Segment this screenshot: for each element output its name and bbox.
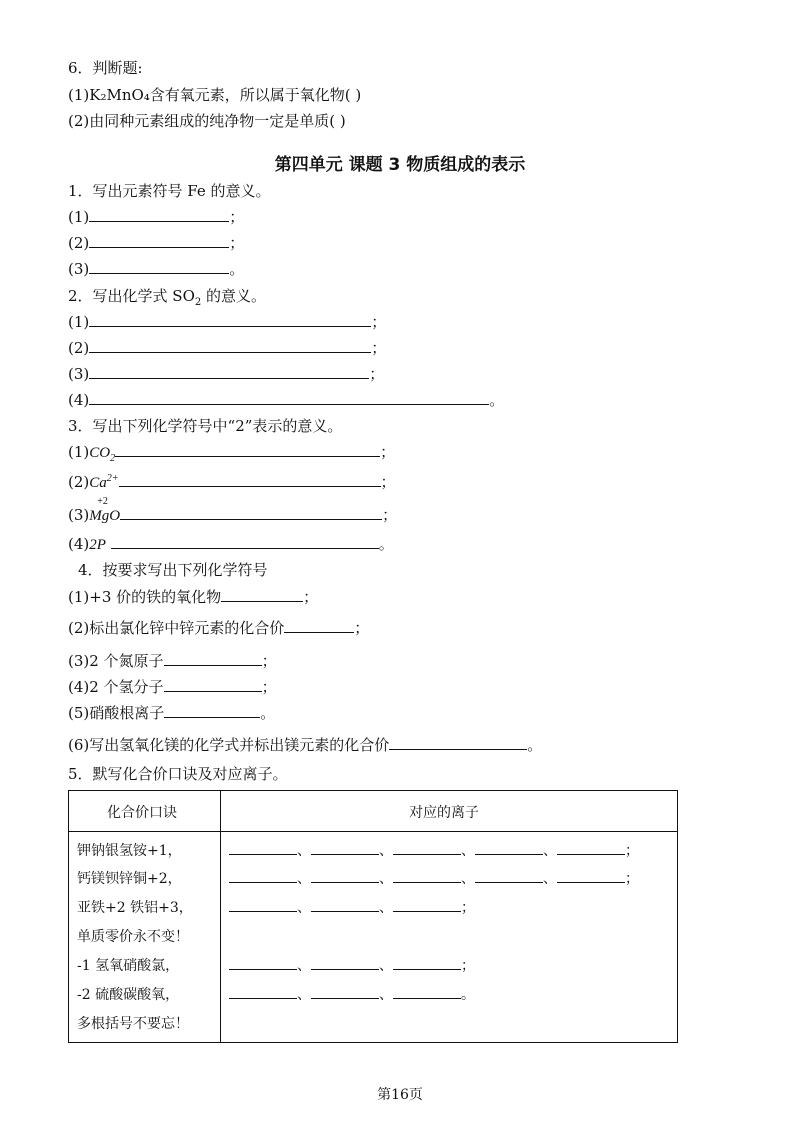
q1-label-3: (3) (68, 260, 90, 278)
q1-item (68, 233, 244, 253)
q1-item (68, 259, 244, 279)
valence-table (68, 790, 678, 1043)
q2-label-1: (1) (68, 313, 90, 331)
separator: 、 (543, 871, 557, 887)
answer-blank[interactable] (393, 841, 461, 855)
answer-blank[interactable] (311, 898, 379, 912)
q2-header-sub: 2 (194, 297, 202, 308)
ion-row (229, 869, 639, 889)
q4-label-6: (6)写出氢氧化镁的化学式并标出镁元素的化合价 (68, 736, 390, 754)
table-divider (220, 791, 221, 1042)
q4-label-3: (3)2 个氮原子 (68, 652, 164, 670)
rhyme-line: 多根括号不要忘！ (77, 1016, 189, 1032)
separator: 、 (543, 843, 557, 859)
q4-item (68, 651, 277, 671)
q4-end-5: 。 (260, 704, 276, 722)
answer-blank[interactable] (311, 841, 379, 855)
q1-label-2: (2) (68, 234, 90, 252)
q2-item (68, 312, 386, 332)
q4-item (68, 677, 277, 697)
q1-end-1: ； (229, 208, 245, 226)
q3-item (68, 442, 395, 469)
q2-label-2: (2) (68, 339, 90, 357)
separator: 、 (297, 987, 311, 1003)
separator: 、 (297, 958, 311, 974)
q2-end-3: ； (369, 365, 385, 383)
q3-end-3: ； (382, 506, 398, 524)
row-end: ； (625, 871, 639, 887)
q4-end-1: ； (303, 588, 319, 606)
q4-item (68, 587, 318, 607)
answer-blank[interactable] (229, 841, 297, 855)
q3-end-2: ； (380, 473, 396, 491)
answer-blank[interactable] (89, 233, 229, 248)
q3-label-3: (3) (68, 506, 90, 524)
q4-item (68, 618, 369, 638)
rhyme-line: 单质零价永不变！ (77, 929, 189, 945)
q1-header: 1．写出元素符号 Fe 的意义。 (68, 182, 271, 200)
answer-blank[interactable] (164, 677, 262, 692)
answer-blank[interactable] (164, 651, 262, 666)
q4-end-3: ； (261, 652, 277, 670)
separator: 、 (461, 871, 475, 887)
answer-blank[interactable] (115, 442, 380, 457)
q3-header: 3．写出下列化学符号中“2”表示的意义。 (68, 417, 343, 435)
q4-item (68, 703, 275, 723)
q2-label-4: (4) (68, 391, 90, 409)
answer-blank[interactable] (229, 898, 297, 912)
q2-header (68, 286, 266, 313)
answer-blank[interactable] (311, 985, 379, 999)
answer-blank[interactable] (89, 390, 489, 405)
row-end: ； (461, 900, 475, 916)
q4-end-4: ； (261, 678, 277, 696)
q3-end-1: ； (380, 443, 396, 461)
q4-label-5: (5)硝酸根离子 (68, 704, 165, 722)
q1-label-1: (1) (68, 208, 90, 226)
separator: 、 (379, 958, 393, 974)
answer-blank[interactable] (389, 735, 527, 750)
q6-item-2: (2)由同种元素组成的纯净物一定是单质( ) (68, 112, 346, 130)
rhyme-line: -1 氢氧硝酸氯， (77, 958, 180, 974)
separator: 、 (379, 900, 393, 916)
formula-mgo (89, 496, 121, 526)
answer-blank[interactable] (111, 534, 379, 549)
answer-blank[interactable] (119, 472, 381, 487)
ion-row (229, 956, 475, 976)
answer-blank[interactable] (89, 312, 371, 327)
row-end: ； (625, 843, 639, 859)
q3-label-1: (1) (68, 443, 90, 461)
q2-end-1: ； (371, 313, 387, 331)
answer-blank[interactable] (229, 956, 297, 970)
answer-blank[interactable] (557, 841, 625, 855)
q3-item (68, 469, 396, 493)
rhyme-line: 钾钠银氢铵+1， (77, 843, 182, 859)
formula-co2-sub: 2 (110, 453, 116, 464)
formula-ca-sup: 2+ (106, 473, 119, 484)
q6-item-1: (1)K₂MnO₄含有氧元素，所以属于氧化物( ) (68, 86, 362, 104)
separator: 、 (379, 871, 393, 887)
rhyme-line: 亚铁+2 铁铝+3， (77, 900, 193, 916)
q5-header: 5．默写化合价口诀及对应离子。 (68, 765, 288, 783)
row-end: 。 (461, 987, 475, 1003)
answer-blank[interactable] (164, 703, 260, 718)
rhyme-line: 钙镁钡锌铜+2， (77, 871, 182, 887)
separator: 、 (297, 900, 311, 916)
separator: 、 (379, 843, 393, 859)
formula-2p: 2P (89, 537, 106, 553)
answer-blank[interactable] (89, 259, 229, 274)
answer-blank[interactable] (475, 841, 543, 855)
q2-item (68, 338, 386, 358)
page-number: 第16页 (377, 1087, 423, 1103)
answer-blank[interactable] (311, 869, 379, 883)
answer-blank[interactable] (393, 956, 461, 970)
ion-row (229, 898, 475, 918)
q4-label-4: (4)2 个氢分子 (68, 678, 164, 696)
answer-blank[interactable] (89, 207, 229, 222)
q4-end-2: ； (354, 619, 370, 637)
formula-ca: Ca (89, 475, 107, 491)
answer-blank[interactable] (284, 618, 354, 633)
q2-header-post: 的意义。 (201, 287, 267, 305)
q3-label-2: (2) (68, 473, 90, 491)
answer-blank[interactable] (393, 985, 461, 999)
answer-blank[interactable] (89, 338, 371, 353)
answer-blank[interactable] (120, 505, 382, 520)
formula-co2: CO (89, 445, 111, 461)
q1-end-3: 。 (229, 260, 245, 278)
answer-blank[interactable] (221, 587, 303, 602)
section-title: 第四单元 课题 3 物质组成的表示 (274, 155, 526, 175)
answer-blank[interactable] (229, 869, 297, 883)
answer-blank[interactable] (393, 869, 461, 883)
q4-item (68, 735, 542, 755)
answer-blank[interactable] (393, 898, 461, 912)
answer-blank[interactable] (89, 364, 369, 379)
q4-label-1: (1)+3 价的铁的氧化物 (68, 588, 222, 606)
ion-row (229, 985, 475, 1005)
q6-header: 6．判断题: (68, 59, 143, 77)
ion-row (229, 841, 639, 861)
q2-item (68, 390, 504, 410)
q1-end-2: ； (229, 234, 245, 252)
q4-end-6: 。 (527, 736, 543, 754)
q3-item (68, 496, 398, 526)
q2-item (68, 364, 384, 384)
separator: 、 (297, 871, 311, 887)
q2-end-4: 。 (489, 391, 505, 409)
q2-end-2: ； (371, 339, 387, 357)
formula-mgo-text: MgO (89, 508, 121, 524)
separator: 、 (297, 843, 311, 859)
q3-end-4: 。 (378, 535, 394, 553)
answer-blank[interactable] (557, 869, 625, 883)
table-header-ions: 对应的离子 (409, 805, 479, 821)
table-header-rhyme: 化合价口诀 (107, 805, 177, 821)
q3-label-4: (4) (68, 535, 90, 553)
q1-item (68, 207, 244, 227)
q2-header-text: 2．写出化学式 SO (68, 287, 195, 305)
answer-blank[interactable] (229, 985, 297, 999)
separator: 、 (461, 843, 475, 859)
answer-blank[interactable] (311, 956, 379, 970)
q2-label-3: (3) (68, 365, 90, 383)
table-divider (69, 831, 677, 832)
q3-item (68, 534, 394, 555)
q4-label-2: (2)标出氯化锌中锌元素的化合价 (68, 619, 285, 637)
rhyme-line: -2 硫酸碳酸氧， (77, 987, 180, 1003)
separator: 、 (379, 987, 393, 1003)
valence-mark: +2 (97, 496, 108, 507)
row-end: ； (461, 958, 475, 974)
answer-blank[interactable] (475, 869, 543, 883)
q4-header: 4．按要求写出下列化学符号 (78, 561, 268, 579)
